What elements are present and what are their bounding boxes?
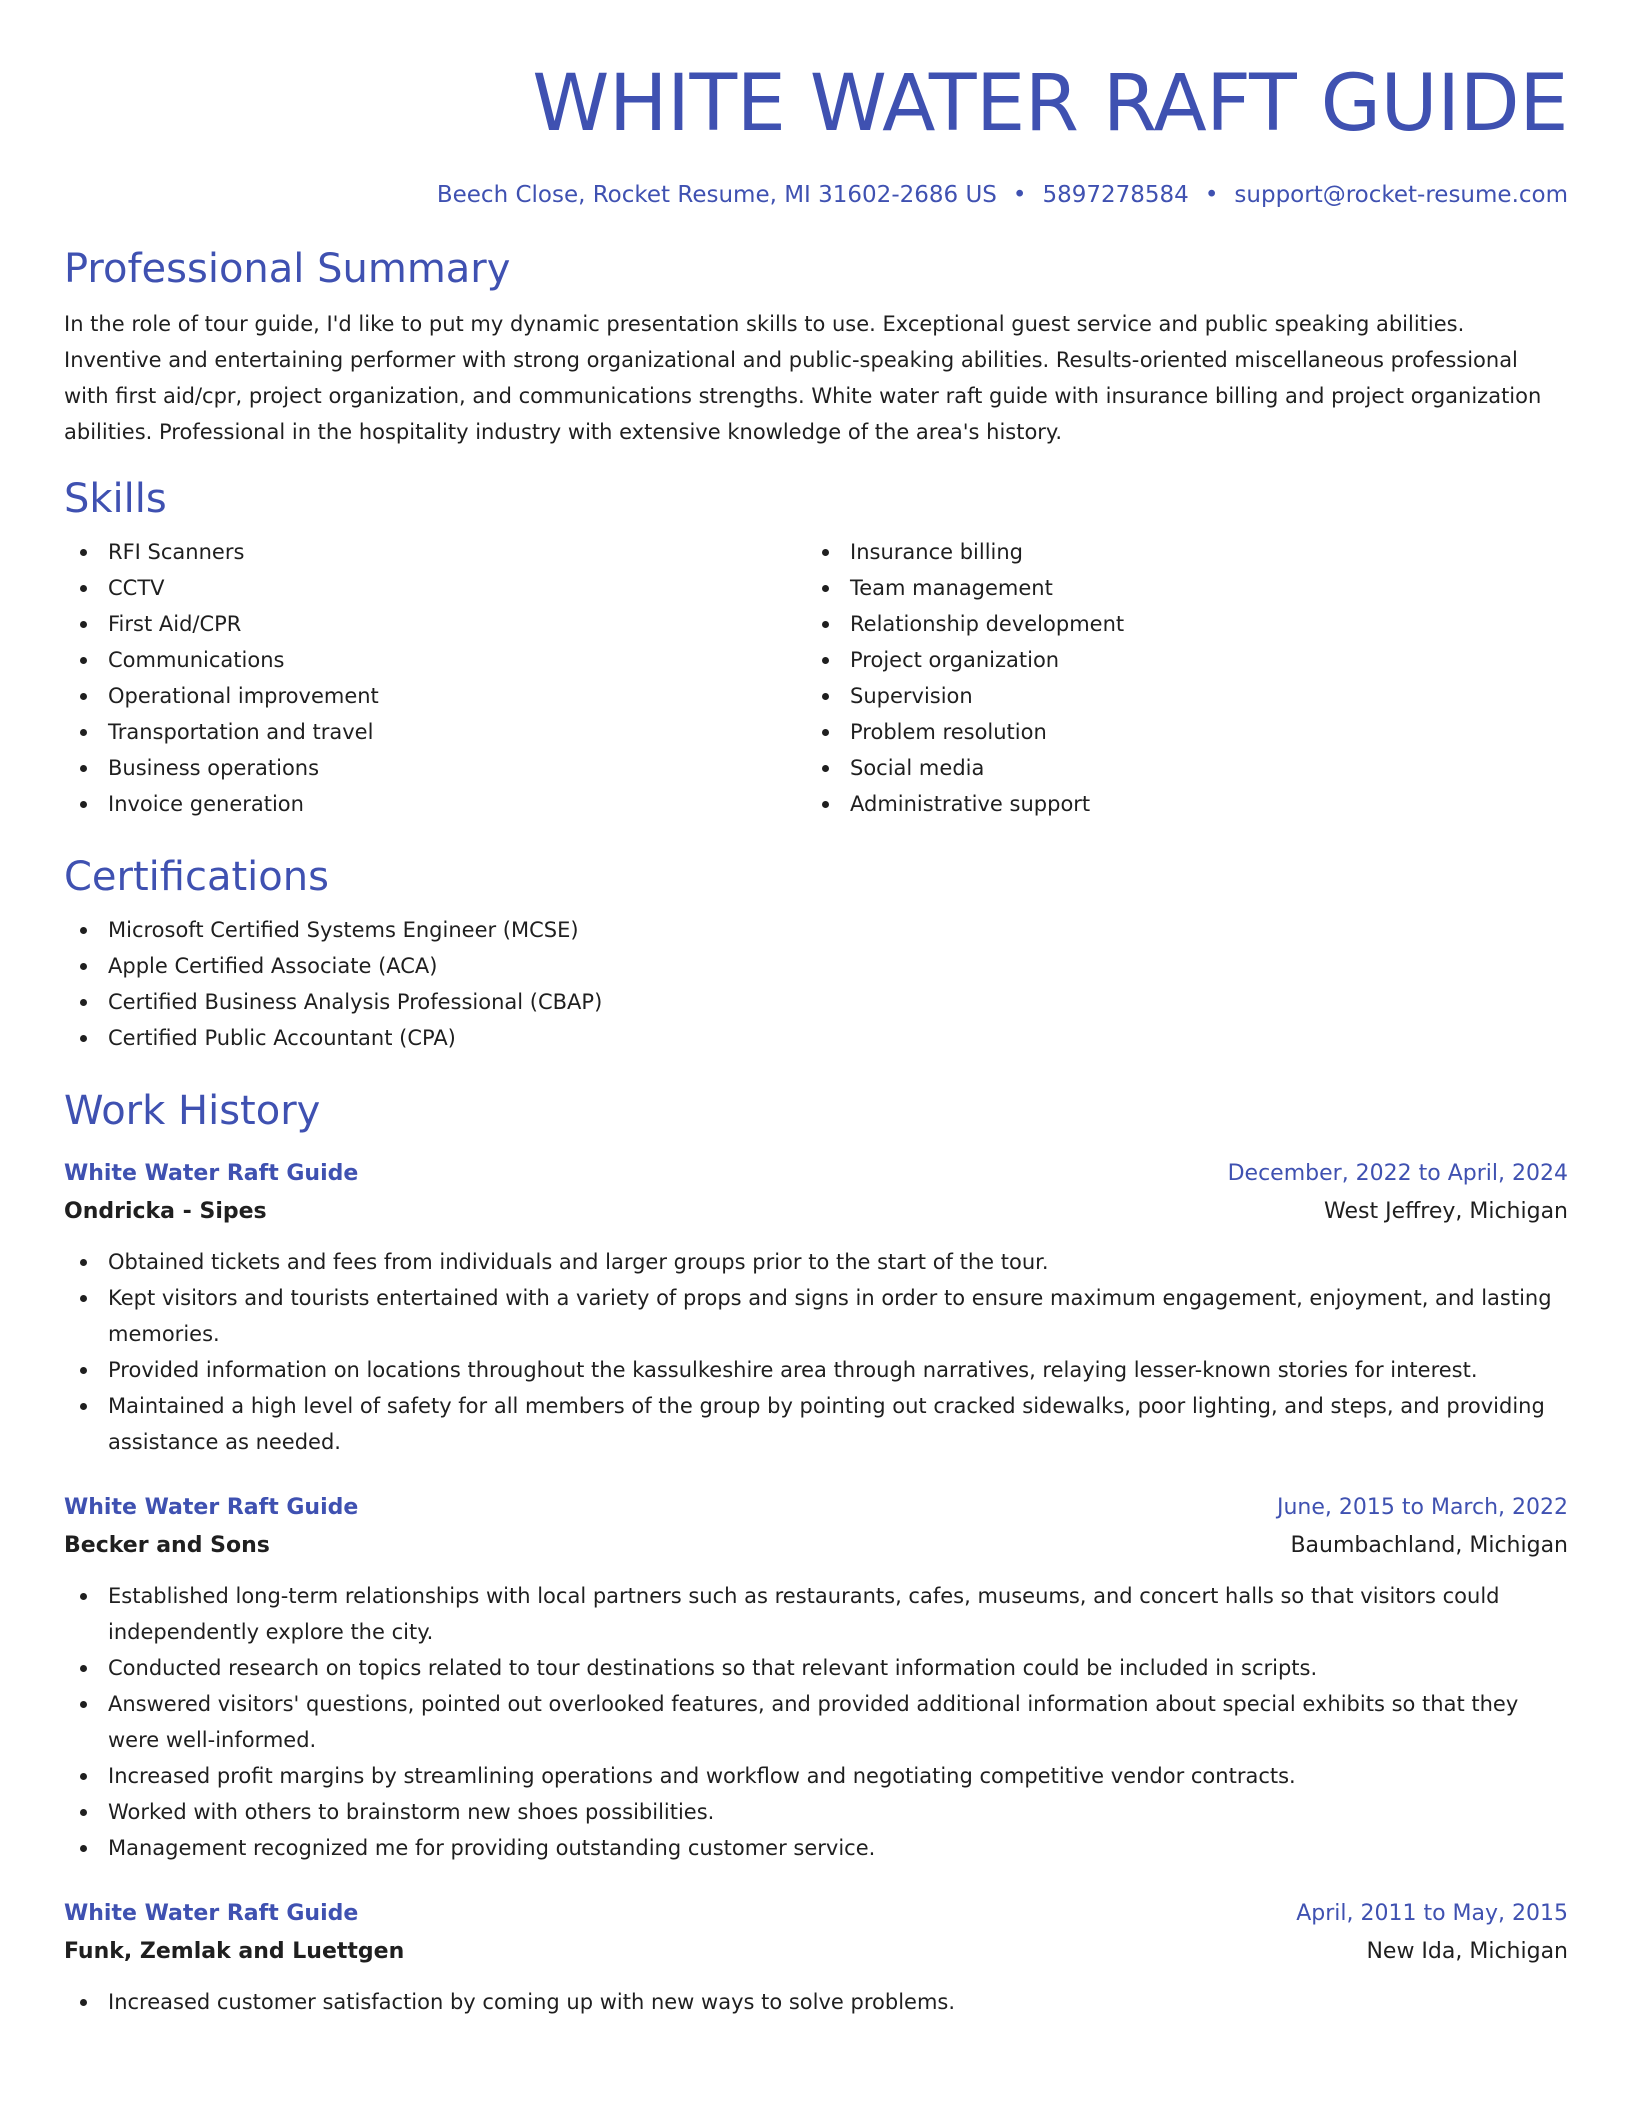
skill-item: Invoice generation [64, 786, 806, 822]
contact-email[interactable]: support@rocket-resume.com [1234, 182, 1568, 208]
job-title: White Water Raft Guide [64, 1495, 359, 1520]
skill-item: Business operations [64, 750, 806, 786]
job-company: Funk, Zemlak and Luettgen [64, 1939, 405, 1964]
skill-item: Project organization [806, 642, 1548, 678]
job-entry [64, 1156, 1568, 1460]
job-bullets [64, 1244, 1568, 1460]
skills-column-right [806, 534, 1548, 822]
job-bullet: Provided information on locations throughout the kassulkeshire area through narratives, relaying lesser-known stories for interest. [64, 1352, 1568, 1388]
resume-header [64, 0, 1568, 210]
contact-line [64, 180, 1568, 210]
job-bullet: Maintained a high level of safety for all members of the group by pointing out cracked sidewalks, poor lighting, and steps, and providing assistance as needed. [64, 1388, 1568, 1460]
job-location: Baumbachland, Michigan [1290, 1533, 1568, 1558]
skill-item: Insurance billing [806, 534, 1548, 570]
job-company-row [64, 1192, 1568, 1230]
job-bullet: Obtained tickets and fees from individuals and larger groups prior to the start of the tour. [64, 1244, 1568, 1280]
job-location: New Ida, Michigan [1366, 1939, 1568, 1964]
job-bullet: Conducted research on topics related to tour destinations so that relevant information could be included in scripts. [64, 1650, 1568, 1686]
summary-text: In the role of tour guide, I'd like to put my dynamic presentation skills to use. Exceptional guest service and public speaking abilities. Inventive and entertaining performer with strong organizational and public-speaking abilities. Results-oriented miscellaneous professional with first aid/cpr, project organization, and communications strengths. White water raft guide with insurance billing and project organization abilities. Professional in the hospitality industry with extensive knowledge of the area's history. [64, 312, 1542, 444]
job-bullets [64, 1984, 1568, 2020]
certification-item: Apple Certified Associate (ACA) [64, 948, 1568, 984]
certifications-heading: Certifications [64, 854, 329, 900]
candidate-title: WHITE WATER RAFT GUIDE [532, 59, 1568, 149]
certifications-list [64, 912, 1568, 1056]
contact-address: Beech Close, Rocket Resume, MI 31602-2686 US [436, 182, 997, 208]
skill-item: Relationship development [806, 606, 1548, 642]
job-company: Becker and Sons [64, 1533, 270, 1558]
skill-item: Problem resolution [806, 714, 1548, 750]
job-entry [64, 1896, 1568, 2020]
contact-separator: • [1012, 182, 1027, 208]
certification-item: Microsoft Certified Systems Engineer (MCSE) [64, 912, 1568, 948]
job-header-row [64, 1490, 1568, 1526]
skill-item: Transportation and travel [64, 714, 806, 750]
contact-separator: • [1204, 182, 1219, 208]
skills-columns [64, 534, 1568, 822]
work-history-heading: Work History [64, 1088, 321, 1134]
job-dates: June, 2015 to March, 2022 [1277, 1495, 1568, 1520]
job-header-row [64, 1896, 1568, 1932]
job-bullet: Management recognized me for providing outstanding customer service. [64, 1830, 1568, 1866]
job-bullet: Worked with others to brainstorm new shoes possibilities. [64, 1794, 1568, 1830]
job-bullet: Increased profit margins by streamlining operations and workflow and negotiating competitive vendor contracts. [64, 1758, 1568, 1794]
contact-phone: 5897278584 [1042, 182, 1189, 208]
job-location: West Jeffrey, Michigan [1324, 1199, 1568, 1224]
summary-heading: Professional Summary [64, 246, 511, 292]
job-bullet: Answered visitors' questions, pointed out overlooked features, and provided additional information about special exhibits so that they were well-informed. [64, 1686, 1568, 1758]
work-history-list [64, 1156, 1568, 2020]
certification-item: Certified Public Accountant (CPA) [64, 1020, 1568, 1056]
skills-list-right [806, 534, 1548, 822]
job-bullets [64, 1578, 1568, 1866]
skill-item: Team management [806, 570, 1548, 606]
job-bullet: Kept visitors and tourists entertained with a variety of props and signs in order to ensure maximum engagement, enjoyment, and lasting memories. [64, 1280, 1568, 1352]
skills-column-left [64, 534, 806, 822]
skill-item: Supervision [806, 678, 1548, 714]
job-title: White Water Raft Guide [64, 1901, 359, 1926]
skills-list-left [64, 534, 806, 822]
skill-item: Operational improvement [64, 678, 806, 714]
job-title: White Water Raft Guide [64, 1161, 359, 1186]
job-company: Ondricka - Sipes [64, 1199, 267, 1224]
job-company-row [64, 1526, 1568, 1564]
certification-item: Certified Business Analysis Professional (CBAP) [64, 984, 1568, 1020]
skill-item: Social media [806, 750, 1548, 786]
skills-heading: Skills [64, 476, 167, 522]
job-entry [64, 1490, 1568, 1866]
skill-item: First Aid/CPR [64, 606, 806, 642]
job-dates: April, 2011 to May, 2015 [1296, 1901, 1568, 1926]
skill-item: Communications [64, 642, 806, 678]
job-dates: December, 2022 to April, 2024 [1227, 1161, 1568, 1186]
job-bullet: Increased customer satisfaction by coming up with new ways to solve problems. [64, 1984, 1568, 2020]
skill-item: RFI Scanners [64, 534, 806, 570]
job-company-row [64, 1932, 1568, 1970]
skill-item: CCTV [64, 570, 806, 606]
skill-item: Administrative support [806, 786, 1548, 822]
job-bullet: Established long-term relationships with local partners such as restaurants, cafes, museums, and concert halls so that visitors could independently explore the city. [64, 1578, 1568, 1650]
job-header-row [64, 1156, 1568, 1192]
